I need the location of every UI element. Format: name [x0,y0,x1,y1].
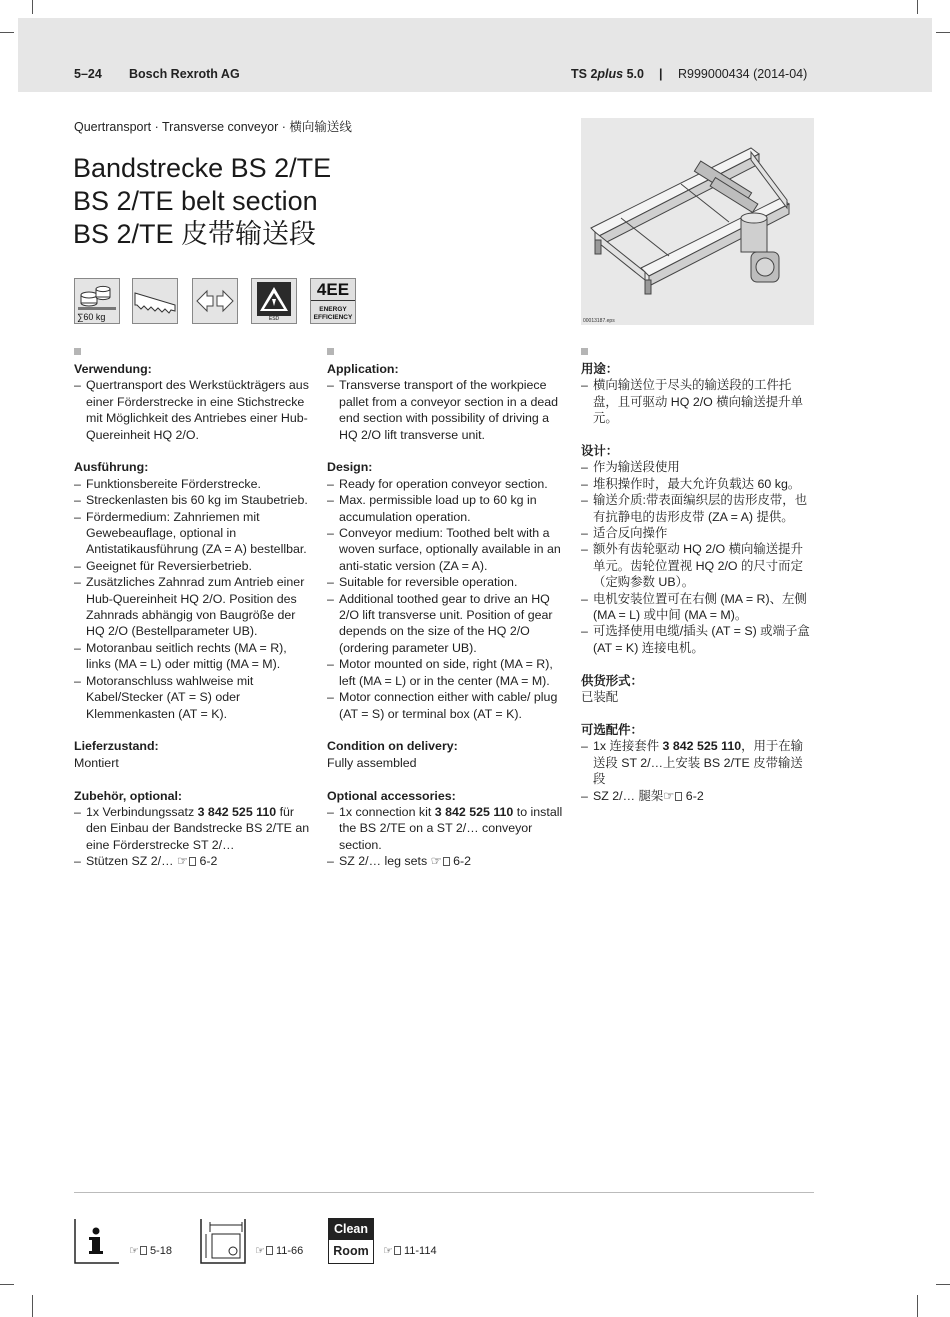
document-icon [266,1246,273,1255]
page-title [73,152,331,251]
list-item: – Quertransport des Werkstückträgers aus einer Förderstrecke in eine Stichstrecke mit Möglichkeit des Antriebes einer Hub-Quereinheit HQ 2/O. [74,377,314,443]
clean-room-badge [328,1218,374,1264]
de-design-heading: Ausführung: [74,460,149,475]
page-number: 5–24 [74,67,102,81]
clean-room-line1: Clean [329,1219,373,1240]
energy-line2: EFFICIENCY [313,314,353,321]
energy-big-label: 4EE [316,280,350,299]
doc-number: R999000434 (2014-04) [678,67,808,81]
list-item: – Ready for operation conveyor section. [327,476,567,492]
list-item: – 适合反向操作 [581,525,813,541]
category-kicker: Quertransport · Transverse conveyor · 横向输送线 [74,120,352,134]
company-name: Bosch Rexroth AG [129,67,240,81]
list-item: – Stützen SZ 2/… ☞ 6-2 [74,853,314,869]
energy-line1: ENERGY [319,306,347,313]
list-item: – Max. permissible load up to 60 kg in accumulation operation. [327,492,567,525]
esd-label: ESD [268,316,280,322]
zh-delivery-text: 已装配 [581,690,619,705]
crop-mark [0,1284,14,1285]
header-separator: | [659,67,663,81]
en-use-heading: Application: [327,362,399,376]
list-item: – 额外有齿轮驱动 HQ 2/O 横向输送提升单元。齿轮位置视 HQ 2/O 的尺寸而定（定购参数 UB）。 [581,541,813,590]
de-accessories-list [74,804,314,870]
page-reference-link[interactable]: ☞ 6-2 [176,854,218,869]
zh-accessories-list [581,738,813,804]
title-de: Bandstrecke BS 2/TE [73,153,332,183]
energy-efficiency-icon [310,278,356,324]
crop-mark [917,0,918,14]
crop-mark [936,32,950,33]
page-reference-link[interactable]: ☞ 6-2 [430,854,472,869]
dimensions-reference-link[interactable]: ☞ 11-66 [255,1245,304,1257]
section-marker [581,348,588,355]
list-item: – Transverse transport of the workpiece pallet from a conveyor section in a dead end section with possibility of driving a HQ 2/O lift transverse unit. [327,377,567,443]
zh-use-heading: 用途： [581,362,619,376]
list-item: – 横向输送位于尽头的输送段的工件托盘，且可驱动 HQ 2/O 横向输送提升单元。 [581,377,813,426]
dimensions-icon [200,1218,246,1264]
list-item: – 电机安装位置可在右侧 (MA = R)、左侧 (MA = L) 或中间 (MA = M)。 [581,591,813,624]
crop-mark [936,1284,950,1285]
section-marker [327,348,334,355]
photo-file-code: 00013187.eps [583,318,615,324]
list-item: – 可选择使用电缆/插头 (AT = S) 或端子盒 (AT = K) 连接电机。 [581,623,813,656]
list-item: – SZ 2/… leg sets ☞ 6-2 [327,853,567,869]
list-item: – Motoranbau seitlich rechts (MA = R), links (MA = L) oder mittig (MA = M). [74,640,314,673]
list-item: – Geeignet für Reversierbetrieb. [74,558,314,574]
document-icon [675,792,682,801]
en-accessories-heading: Optional accessories: [327,788,456,803]
de-delivery-heading: Lieferzustand: [74,739,159,754]
list-item: – Suitable for reversible operation. [327,574,567,590]
zh-delivery-heading: 供货形式： [581,673,643,688]
esd-icon [251,278,297,324]
pointing-hand-icon: ☞ [176,854,189,869]
zh-use-list [581,377,813,426]
document-icon [140,1246,147,1255]
footer-divider [74,1192,814,1193]
section-marker [74,348,81,355]
list-item: – Motor mounted on side, right (MA = R), left (MA = L) or in the center (MA = M). [327,656,567,689]
crop-mark [32,0,33,14]
toothed-belt-icon [132,278,178,324]
list-item: – SZ 2/… 腿架☞ 6-2 [581,788,813,804]
de-use-heading: Verwendung: [74,362,152,376]
pointing-hand-icon: ☞ [129,1245,139,1257]
zh-design-heading: 设计： [581,444,619,459]
title-zh: BS 2/TE 皮带输送段 [73,219,317,249]
list-item: – 堆积操作时，最大允许负载达 60 kg。 [581,476,813,492]
en-accessories-list [327,804,567,870]
list-item: – Funktionsbereite Förderstrecke. [74,476,314,492]
document-icon [394,1246,401,1255]
page-reference-link[interactable]: ☞ 6-2 [663,788,704,803]
list-item: – 输送介质:带表面编织层的齿形皮带，也有抗静电的齿形皮带 (ZA = A) 提供。 [581,492,813,525]
de-accessories-heading: Zubehör, optional: [74,788,183,803]
de-use-list [74,377,314,443]
list-item: – Fördermedium: Zahnriemen mit Gewebeauflage, optional in Antistatikausführung (ZA = A) bestellbar. [74,509,314,558]
pointing-hand-icon: ☞ [255,1245,265,1257]
pointing-hand-icon: ☞ [430,854,442,869]
info-icon [74,1218,120,1264]
zh-design-list [581,459,813,656]
clean-room-reference-link[interactable]: ☞ 11-114 [383,1245,437,1257]
pointing-hand-icon: ☞ [383,1245,393,1257]
list-item: – 1x 连接套件 3 842 525 110，用于在输送段 ST 2/…上安装 BS 2/TE 皮带输送段 [581,738,813,787]
column-english [327,348,567,870]
en-design-heading: Design: [327,460,373,475]
clean-room-line2: Room [333,1244,369,1258]
load-weight-label: ∑60 kg [77,312,106,322]
list-item: – Conveyor medium: Toothed belt with a woven surface, optionally available in an anti-static version (ZA = A). [327,525,567,574]
title-en: BS 2/TE belt section [73,186,318,216]
list-item: – Zusätzliches Zahnrad zum Antrieb einer Hub-Quereinheit HQ 2/O. Position des Zahnrads abhängig von Baugröße der HQ 2/O (Bestellparameter UB). [74,574,314,640]
load-weight-icon [74,278,120,324]
list-item: – 1x connection kit 3 842 525 110 to install the BS 2/TE on a ST 2/… conveyor section. [327,804,567,853]
reversible-operation-icon [192,278,238,324]
zh-accessories-heading: 可选配件： [581,722,643,737]
de-design-list [74,476,314,722]
en-delivery-heading: Condition on delivery: [327,739,458,754]
en-use-list [327,377,567,443]
crop-mark [0,32,14,33]
crop-mark [917,1295,918,1317]
crop-mark [32,1295,33,1317]
list-item: – Streckenlasten bis 60 kg im Staubetrieb. [74,492,314,508]
column-german [74,348,314,870]
list-item: – Motoranschluss wahlweise mit Kabel/Stecker (AT = S) oder Klemmenkasten (AT = K). [74,673,314,722]
en-delivery-text: Fully assembled [327,755,417,770]
column-chinese [581,348,813,804]
product-name: TS 2plus 5.0 [571,67,644,81]
list-item: – 1x Verbindungssatz 3 842 525 110 für den Einbau der Bandstrecke BS 2/TE an eine Förderstrecke ST 2/… [74,804,314,853]
list-item: – Additional toothed gear to drive an HQ 2/O lift transverse unit. Position of gear depends on the size of the HQ 2/O (ordering parameter UB). [327,591,567,657]
info-reference-link[interactable]: ☞ 5-18 [129,1245,172,1257]
list-item: – Motor connection either with cable/ plug (AT = S) or terminal box (AT = K). [327,689,567,722]
product-photo [581,118,814,325]
en-design-list [327,476,567,722]
document-icon [443,857,450,866]
de-delivery-text: Montiert [74,755,119,770]
pointing-hand-icon: ☞ [663,788,675,803]
document-icon [189,857,196,866]
list-item: – 作为输送段使用 [581,459,813,475]
